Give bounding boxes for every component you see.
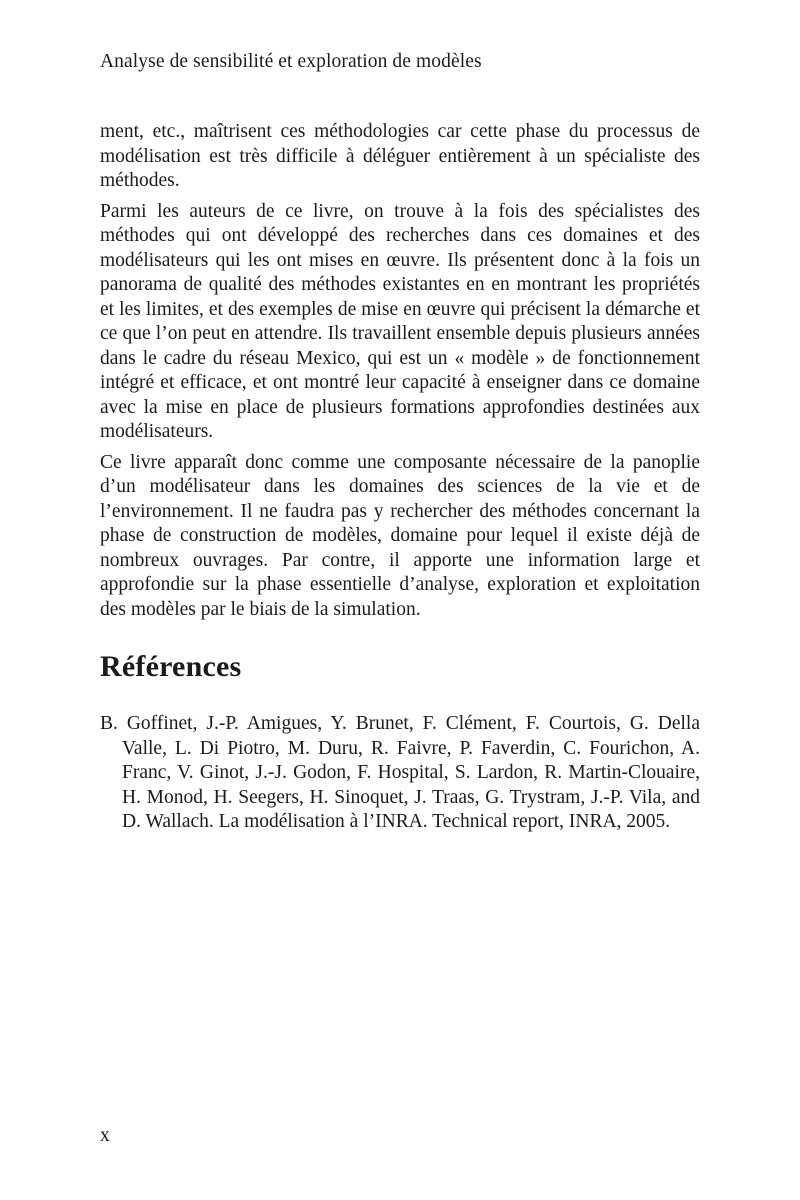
references-heading: Références (100, 650, 242, 683)
body-text (100, 120, 700, 835)
reference-entry: B. Goffinet, J.-P. Amigues, Y. Brunet, F. Clément, F. Courtois, G. Della Valle, L. Di Piotro, M. Duru, R. Faivre, P. Faverdin, C. Fourichon, A. Franc, V. Ginot, J.-J. Godon, F. Hospital, S. Lardon, R. Martin-Clouaire, H. Monod, H. Seegers, H. Sinoquet, J. Traas, G. Trystram, J.-P. Vila, and D. Wallach. La modélisation à l’INRA. Technical report, INRA, 2005. (100, 713, 700, 832)
running-header: Analyse de sensibilité et exploration de modèles (100, 51, 482, 72)
paragraph: Ce livre apparaît donc comme une composante nécessaire de la panoplie d’un modélisateur dans les domaines des sciences de la vie et de l’environnement. Il ne faudra pas y rechercher des méthodes concernant la phase de construction de modèles, domaine pour lequel il existe déjà de nombreux ouvrages. Par contre, il apporte une information large et approfondie sur la phase essentielle d’analyse, exploration et exploitation des modèles par le biais de la simulation. (100, 451, 700, 620)
paragraph: ment, etc., maîtrisent ces méthodologies car cette phase du processus de modélisation est très difficile à déléguer entièrement à un spécialiste des méthodes. (100, 121, 700, 191)
page-number: x (100, 1125, 110, 1146)
paragraph: Parmi les auteurs de ce livre, on trouve à la fois des spécialistes des méthodes qui ont développé des recherches dans ces domaines et des modélisateurs qui les ont mises en œuvre. Ils présentent donc à la fois un panorama de qualité des méthodes existantes en en montrant les propriétés et les limites, et des exemples de mise en œuvre qui précisent la démarche et ce que l’on peut en attendre. Ils travaillent ensemble depuis plusieurs années dans le cadre du réseau Mexico, qui est un « modèle » de fonctionnement intégré et efficace, et ont montré leur capacité à enseigner dans ce domaine avec la mise en place de plusieurs formations approfondies destinées aux modélisateurs. (100, 200, 700, 442)
